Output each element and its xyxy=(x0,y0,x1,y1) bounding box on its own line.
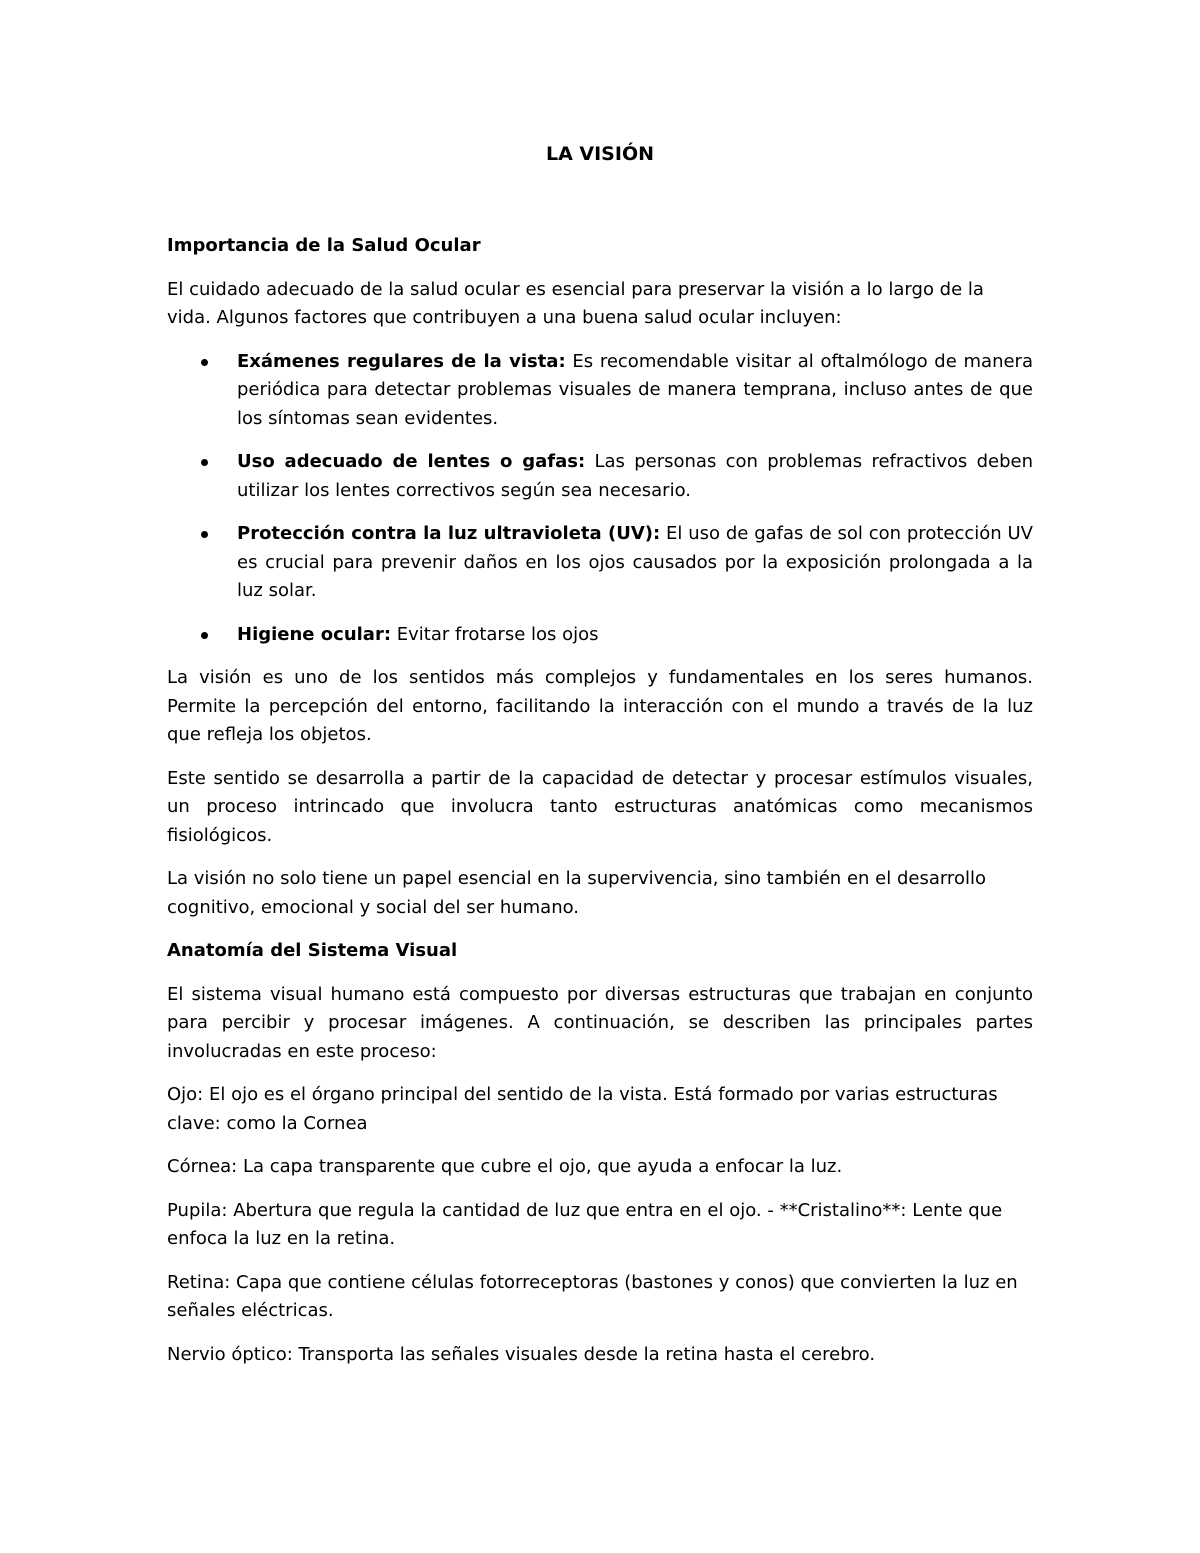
list-item-label: Protección contra la luz ultravioleta (UV): xyxy=(237,523,661,544)
paragraph-vision-sentidos: La visión es uno de los sentidos más complejos y fundamentales en los seres humanos. Permite la percepción del entorno, facilitando la interacción con el mundo a través de la luz que refleja los objetos. xyxy=(167,667,1033,745)
document-title: LA VISIÓN xyxy=(545,143,654,165)
bullet-icon xyxy=(201,531,208,538)
list-item-text: El uso de gafas de sol con protección UV es crucial para prevenir daños en los ojos causados por la exposición prolongada a la luz solar. xyxy=(237,523,1033,601)
bullet-icon xyxy=(201,632,208,639)
list-item-text: Es recomendable visitar al oftalmólogo de manera periódica para detectar problemas visuales de manera temprana, incluso antes de que los síntomas sean evidentes. xyxy=(237,350,1033,429)
list-item xyxy=(167,448,1033,505)
list-item-label: Uso adecuado de lentes o gafas: xyxy=(237,451,586,472)
list-item-label: Higiene ocular: xyxy=(237,623,392,645)
bullet-icon xyxy=(201,459,208,466)
section-heading-anatomia: Anatomía del Sistema Visual xyxy=(167,940,458,961)
bullet-icon xyxy=(201,359,208,366)
section1-intro: El cuidado adecuado de la salud ocular es esencial para preservar la visión a lo largo de la vida. Algunos factores que contribuyen a una buena salud ocular incluyen: xyxy=(167,278,984,328)
list-item-text: Evitar frotarse los ojos xyxy=(391,623,599,645)
list-item-text: Las personas con problemas refractivos deben utilizar los lentes correctivos según sea necesario. xyxy=(237,451,1033,501)
paragraph-vision-papel: La visión no solo tiene un papel esencial en la supervivencia, sino también en el desarrollo cognitivo, emocional y social del ser humano. xyxy=(167,868,986,918)
paragraph-pupila: Pupila: Abertura que regula la cantidad de luz que entra en el ojo. - **Cristalino**: Lente que enfoca la luz en la retina. xyxy=(167,1199,1003,1249)
list-item xyxy=(167,621,1033,650)
document-content xyxy=(167,140,1033,1384)
paragraph-retina: Retina: Capa que contiene células fotorreceptoras (bastones y conos) que convierten la luz en señales eléctricas. xyxy=(167,1271,1018,1321)
salud-ocular-list xyxy=(167,348,1033,650)
paragraph-ojo: Ojo: El ojo es el órgano principal del sentido de la vista. Está formado por varias estructuras clave: como la Cornea xyxy=(167,1084,998,1134)
section-heading-importancia: Importancia de la Salud Ocular xyxy=(167,235,481,256)
paragraph-nervio-optico: Nervio óptico: Transporta las señales visuales desde la retina hasta el cerebro. xyxy=(167,1343,876,1365)
section2-intro: El sistema visual humano está compuesto por diversas estructuras que trabajan en conjunto para percibir y procesar imágenes. A continuación, se describen las principales partes involucradas en este proceso: xyxy=(167,983,1033,1062)
list-item xyxy=(167,348,1033,434)
list-item xyxy=(167,520,1033,606)
paragraph-cornea: Córnea: La capa transparente que cubre el ojo, que ayuda a enfocar la luz. xyxy=(167,1156,843,1177)
paragraph-sentido-desarrollo: Este sentido se desarrolla a partir de la capacidad de detectar y procesar estímulos visuales, un proceso intrincado que involucra tanto estructuras anatómicas como mecanismos fisiológicos. xyxy=(167,767,1033,846)
list-item-label: Exámenes regulares de la vista: xyxy=(237,350,566,372)
